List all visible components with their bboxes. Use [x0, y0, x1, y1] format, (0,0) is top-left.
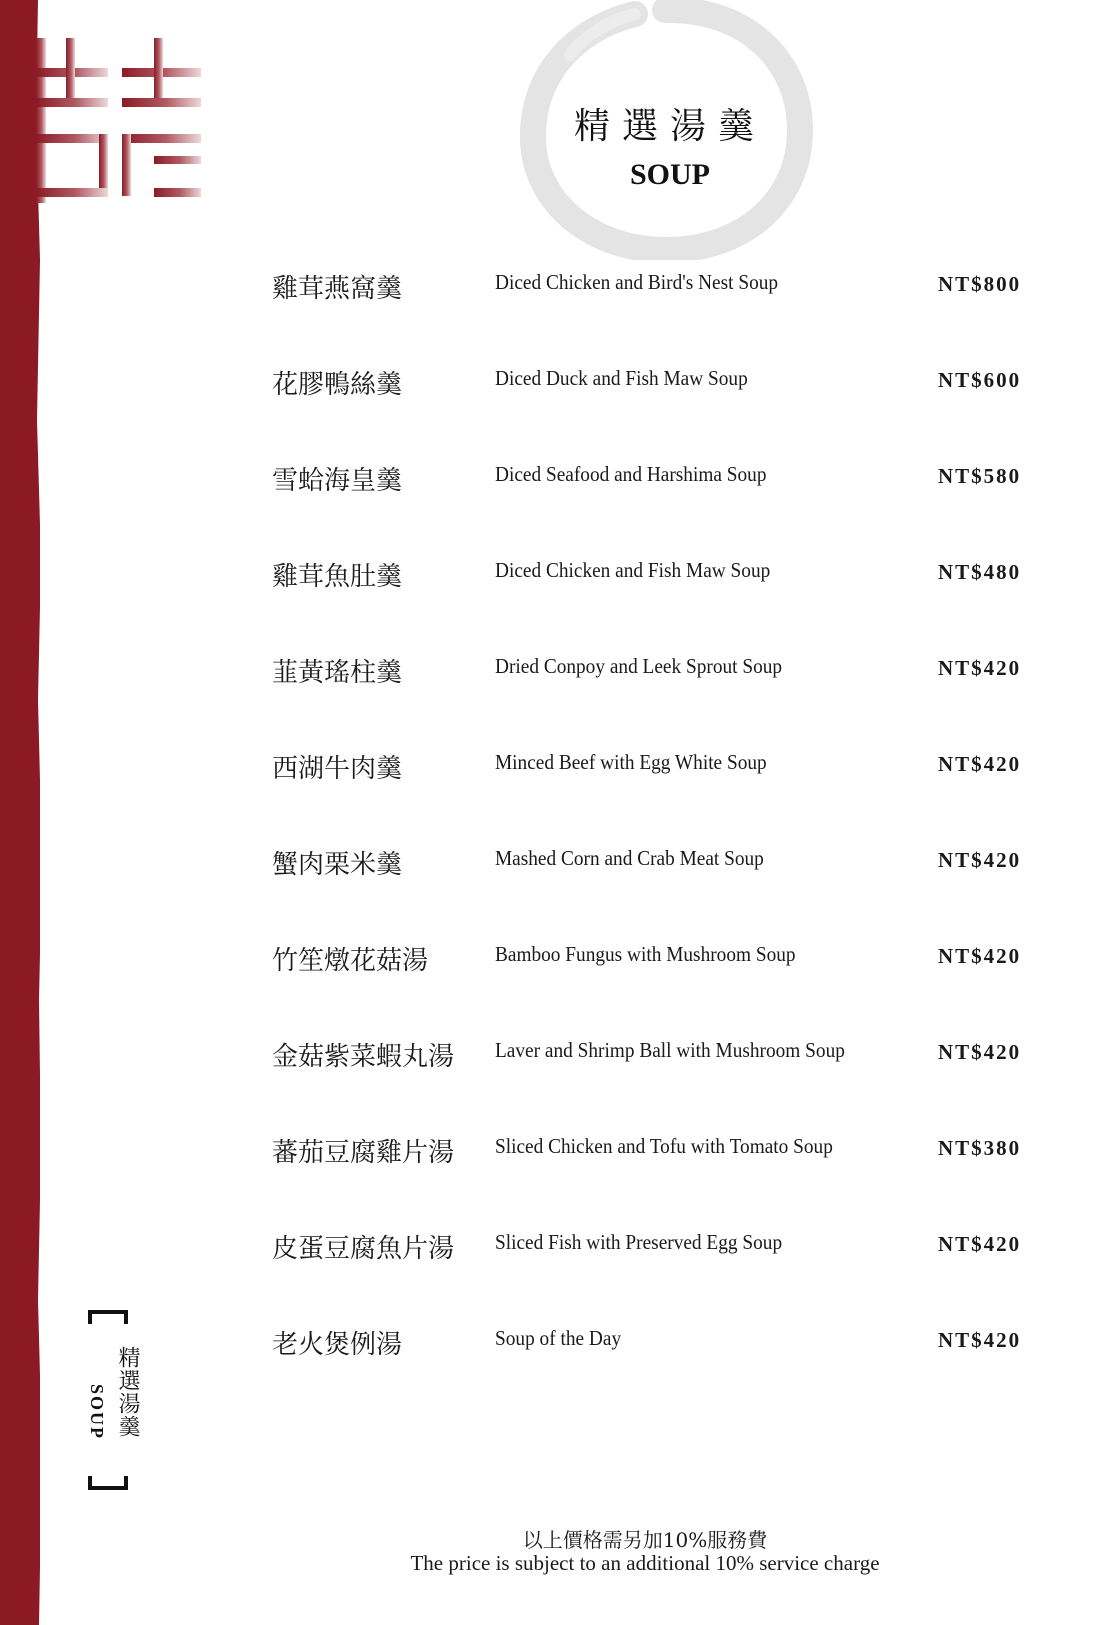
service-charge-note-en: The price is subject to an additional 10% service charge: [410, 1551, 880, 1575]
menu-item: [0, 940, 1106, 1000]
dish-price: NT$600: [938, 368, 1022, 392]
dish-name-en: Laver and Shrimp Ball with Mushroom Soup: [495, 1038, 845, 1062]
menu-item: [0, 1036, 1106, 1096]
dish-name-cn: 老火煲例湯: [272, 1330, 403, 1360]
dish-name-cn: 蟹肉栗米羹: [272, 850, 403, 880]
menu-item: [0, 1228, 1106, 1288]
section-side-label: [84, 1310, 140, 1490]
menu-item: [0, 844, 1106, 904]
dish-name-cn: 金菇紫菜蝦丸湯: [272, 1042, 455, 1072]
dish-name-en: Soup of the Day: [495, 1326, 622, 1350]
dish-name-en: Diced Duck and Fish Maw Soup: [495, 366, 748, 390]
dish-price: NT$480: [938, 560, 1022, 584]
dish-name-cn: 雞茸燕窩羹: [272, 274, 403, 304]
page-title-en: SOUP: [629, 158, 710, 191]
service-charge-note-cn: 以上價格需另加10%服務費: [522, 1528, 768, 1552]
dish-name-cn: 花膠鴨絲羹: [272, 370, 403, 400]
menu-item: [0, 748, 1106, 808]
menu-item: [0, 556, 1106, 616]
dish-name-en: Diced Seafood and Harshima Soup: [495, 462, 767, 486]
menu-item: [0, 1132, 1106, 1192]
dish-price: NT$420: [938, 1232, 1022, 1256]
dish-name-cn: 雪蛤海皇羹: [272, 466, 403, 496]
dish-price: NT$420: [938, 1040, 1022, 1064]
menu-item: [0, 652, 1106, 712]
dish-price: NT$380: [938, 1136, 1022, 1160]
side-label-cn: 精選湯羹: [115, 1346, 140, 1438]
dish-name-en: Sliced Fish with Preserved Egg Soup: [495, 1230, 783, 1254]
restaurant-logo: [36, 38, 201, 208]
menu-item: [0, 1324, 1106, 1384]
dish-price: NT$420: [938, 944, 1022, 968]
dish-price: NT$800: [938, 272, 1022, 296]
dish-name-cn: 雞茸魚肚羹: [272, 562, 403, 592]
dish-price: NT$420: [938, 752, 1022, 776]
dish-name-cn: 皮蛋豆腐魚片湯: [272, 1234, 455, 1264]
bracket-bottom: [88, 1476, 128, 1490]
dish-name-en: Mashed Corn and Crab Meat Soup: [495, 846, 764, 870]
dish-name-en: Minced Beef with Egg White Soup: [495, 750, 767, 774]
dish-name-en: Sliced Chicken and Tofu with Tomato Soup: [495, 1134, 833, 1158]
menu-item: [0, 364, 1106, 424]
dish-name-en: Bamboo Fungus with Mushroom Soup: [495, 942, 796, 966]
dish-name-cn: 韮黃瑤柱羹: [272, 658, 403, 688]
page-title-cn: 精選湯羹: [573, 106, 766, 147]
bracket-top: [88, 1310, 128, 1324]
dish-price: NT$580: [938, 464, 1022, 488]
dish-name-en: Dried Conpoy and Leek Sprout Soup: [495, 654, 783, 678]
menu-item: [0, 460, 1106, 520]
menu-item: [0, 268, 1106, 328]
dish-name-cn: 竹笙燉花菇湯: [272, 946, 429, 976]
dish-name-en: Diced Chicken and Bird's Nest Soup: [495, 270, 779, 294]
dish-name-cn: 西湖牛肉羹: [272, 754, 403, 784]
dish-name-cn: 蕃茄豆腐雞片湯: [272, 1138, 455, 1168]
dish-price: NT$420: [938, 656, 1022, 680]
dish-price: NT$420: [938, 1328, 1022, 1352]
side-label-en: SOUP: [87, 1384, 107, 1441]
dish-name-en: Diced Chicken and Fish Maw Soup: [495, 558, 771, 582]
dish-price: NT$420: [938, 848, 1022, 872]
